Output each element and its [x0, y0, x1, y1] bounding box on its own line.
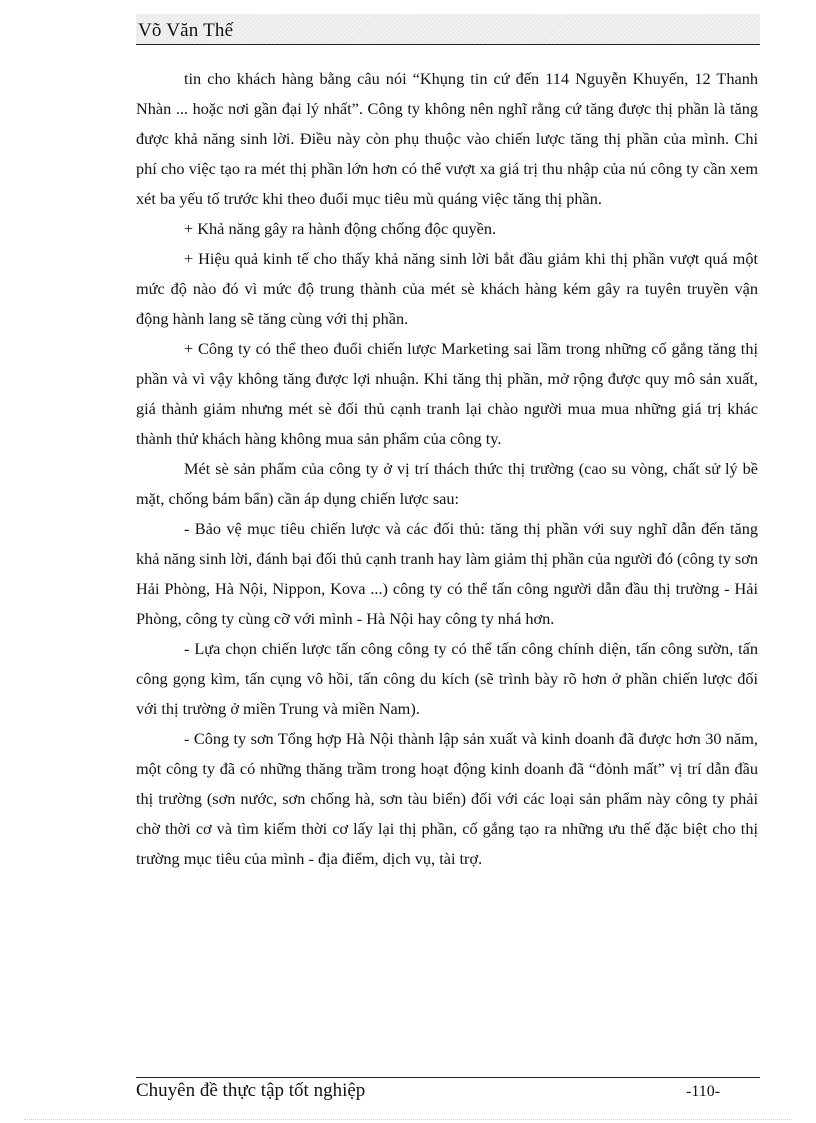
paragraph: tin cho khách hàng bằng câu nói “Khụng tin cứ đến 114 Nguyễn Khuyến, 12 Thanh Nhàn ... hoặc nơi gần đại lý nhất”. Công ty không nên nghĩ rằng cứ tăng được thị phần là tăng được khả năng sinh lời. Điều này còn phụ thuộc vào chiến lược tăng thị phần của mình. Chi phí cho việc tạo ra mét thị phần lớn hơn có thể vượt xa giá trị thu nhập của nú công ty cần xem xét ba yếu tố trước khi theo đuổi mục tiêu mù quáng việc tăng thị phần.: [136, 69, 758, 208]
paragraph: Mét sè sản phẩm của công ty ở vị trí thách thức thị trường (cao su vòng, chất sử lý bề mặt, chống bám bẩn) cần áp dụng chiến lược sau:: [136, 459, 758, 508]
page-header: [136, 14, 760, 45]
page-number: -110-: [686, 1083, 721, 1100]
paragraph: + Công ty có thể theo đuổi chiến lược Marketing sai lầm trong những cố gắng tăng thị phần và vì vậy không tăng được lợi nhuận. Khi tăng thị phần, mở rộng được quy mô sản xuất, giá thành giảm nhưng mét sè đối thủ cạnh tranh lại chào người mua mua những giá trị khác thành thử khách hàng không mua sản phẩm của công ty.: [136, 339, 758, 448]
paragraph: - Công ty sơn Tổng hợp Hà Nội thành lập sản xuất và kinh doanh đã được hơn 30 năm, một công ty đã có những thăng trầm trong hoạt động kinh doanh đã “đỏnh mất” vị trí dẫn đầu thị trường (sơn nước, sơn chống hà, sơn tàu biển) đối với các loại sản phẩm này công ty phải chờ thời cơ và tìm kiếm thời cơ lấy lại thị phần, cố gắng tạo ra những ưu thế đặc biệt cho thị trường mục tiêu của mình - địa điểm, dịch vụ, tài trợ.: [136, 729, 758, 868]
paragraph: - Bảo vệ mục tiêu chiến lược và các đối thủ: tăng thị phần với suy nghĩ dẫn đến tăng khả năng sinh lời, đánh bại đối thủ cạnh tranh hay làm giảm thị phần của người đó (công ty sơn Hải Phòng, Hà Nội, Nippon, Kova ...) công ty có thể tấn công người dẫn đầu thị trường - Hải Phòng, công ty cùng cỡ với mình - Hà Nội hay công ty nhá hơn.: [136, 519, 759, 628]
paragraph: - Lựa chọn chiến lược tấn công công ty có thể tấn công chính diện, tấn công sườn, tấn công gọng kìm, tấn cụng vô hồi, tấn công du kích (sẽ trình bày rõ hơn ở phần chiến lược đối với thị trường ở miền Trung và miền Nam).: [136, 639, 758, 718]
paragraph: + Hiệu quả kinh tế cho thấy khả năng sinh lời bắt đầu giảm khi thị phần vượt quá một mức độ nào đó vì mức độ trung thành của mét sè khách hàng kém gây ra tuyên truyền vận động hành lang sẽ tăng cùng với thị phần.: [136, 249, 758, 328]
header-author-name: Võ Văn Thế: [138, 20, 234, 41]
body-text: [136, 64, 758, 874]
page-edge-divider: [24, 1119, 792, 1120]
footer-title: Chuyên đề thực tập tốt nghiệp: [136, 1080, 366, 1101]
paragraph: + Khả năng gây ra hành động chống độc quyền.: [184, 219, 497, 238]
footer-divider: [136, 1077, 760, 1078]
